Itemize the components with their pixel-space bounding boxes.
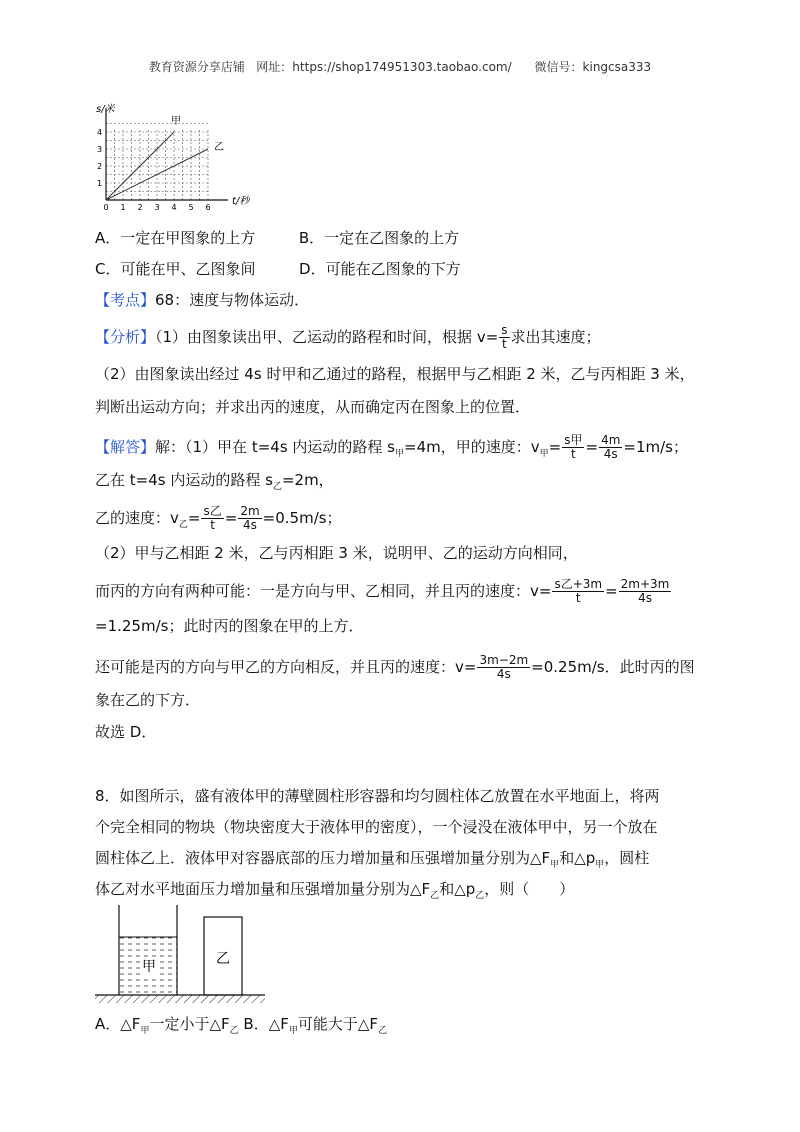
- fenxi-tag: 【分析】: [95, 328, 156, 346]
- jieda-text: 还可能是丙的方向与甲乙的方向相反，并且丙的速度：v=: [95, 658, 477, 676]
- equals: =: [548, 438, 562, 456]
- y-tick-label: 2: [97, 162, 103, 171]
- fenxi-line-3: 判断出运动方向；并求出丙的速度，从而确定丙在图象上的位置．: [95, 398, 531, 416]
- fraction: [619, 578, 672, 605]
- option-a: A．一定在甲图象的上方: [95, 229, 256, 247]
- frac-num: s甲: [564, 433, 583, 447]
- q8-text: ，则（ ）: [484, 880, 575, 898]
- jieda-line-8: 象在乙的下方．: [95, 691, 201, 709]
- option-a-text: 一定小于△F: [149, 1015, 230, 1033]
- fraction: [201, 505, 223, 532]
- q8-line-4: [95, 879, 574, 906]
- jieda-line-3: [95, 505, 342, 535]
- jieda-text: =0.25m/s．此时丙的图: [531, 658, 695, 676]
- jieda-line-6: =1.25m/s；此时丙的图象在甲的上方．: [95, 617, 364, 635]
- q8-line-2: 个完全相同的物块（物块密度大于液体甲的密度），一个浸没在液体甲中，另一个放在: [95, 818, 658, 836]
- subscript: 甲: [539, 449, 549, 459]
- frac-den: t: [575, 591, 581, 605]
- frac-den: t: [210, 518, 215, 532]
- q8-line-3: [95, 848, 649, 875]
- jieda-line-9: 故选 D．: [95, 723, 157, 741]
- subscript: 乙: [430, 891, 440, 901]
- q8-options: [95, 1014, 387, 1041]
- x-tick-label: 0: [103, 203, 109, 212]
- kaodian-line: [95, 290, 309, 310]
- subscript: 甲: [288, 1026, 298, 1036]
- frac-num: s乙: [203, 504, 222, 518]
- jieda-text: 乙在 t=4s 内运动的路程 s: [95, 471, 273, 489]
- x-tick-label: 3: [154, 203, 160, 212]
- wechat-id: 微信号：kingcsa333: [534, 60, 652, 74]
- q8-text: 体乙对水平地面压力增加量和压强增加量分别为△F: [95, 880, 431, 898]
- frac-den: 4s: [243, 518, 257, 532]
- option-row-1: [95, 228, 459, 248]
- jieda-text: =4m，甲的速度：v: [404, 438, 540, 456]
- kaodian-tag: 【考点】: [95, 291, 156, 309]
- line-yi: [106, 149, 208, 200]
- y-axis-label: s/米: [96, 104, 115, 115]
- subscript: 乙: [378, 1026, 388, 1036]
- option-a: A．△F: [95, 1015, 141, 1033]
- subscript: 甲: [140, 1026, 150, 1036]
- jieda-text: =0.5m/s；: [262, 509, 342, 527]
- fraction: [238, 505, 261, 532]
- jieda-line-2: [95, 470, 334, 497]
- q8-text: ，圆柱: [604, 849, 650, 867]
- option-b: B．一定在乙图象的上方: [298, 229, 460, 247]
- frac-num: s: [501, 323, 508, 337]
- y-tick-label: 1: [97, 179, 103, 188]
- fenxi-text-1b: 求出其速度；: [510, 328, 601, 346]
- st-graph: [92, 100, 292, 215]
- y-tick-label: 4: [97, 128, 103, 137]
- fig-label-yi: 乙: [216, 951, 230, 967]
- subscript: 乙: [475, 891, 485, 901]
- frac-den: 4s: [496, 667, 511, 681]
- frac-num: 2m+3m: [620, 577, 670, 591]
- option-c: C．可能在甲、乙图象间: [95, 260, 256, 278]
- q8-text: 和△p: [439, 880, 476, 898]
- fraction: [599, 434, 622, 461]
- shop-url: 网址：https://shop174951303.taobao.com/: [256, 60, 512, 74]
- subscript: 甲: [395, 449, 405, 459]
- frac-num: 3m−2m: [479, 653, 529, 667]
- subscript: 乙: [229, 1026, 239, 1036]
- x-tick-label: 4: [171, 203, 177, 212]
- jieda-tag: 【解答】: [95, 438, 156, 456]
- jieda-line-1: [95, 434, 688, 464]
- x-axis-label: t/秒: [232, 196, 250, 207]
- frac-den: 4s: [603, 447, 618, 461]
- frac-num: 4m: [601, 433, 621, 447]
- y-tick-label: 3: [97, 145, 103, 154]
- page-header: [0, 58, 800, 75]
- frac-den: t: [570, 447, 576, 461]
- fraction: [477, 654, 530, 681]
- jieda-text: 解：（1）甲在 t=4s 内运动的路程 s: [155, 438, 395, 456]
- jieda-line-5: [95, 578, 672, 605]
- x-tick-label: 2: [137, 203, 143, 212]
- jieda-line-7: [95, 654, 695, 681]
- equals: =: [585, 438, 599, 456]
- frac-den: t: [502, 337, 507, 351]
- option-b-text: 可能大于△F: [297, 1015, 379, 1033]
- x-tick-label: 5: [188, 203, 194, 212]
- q8-line-1: 8．如图所示，盛有液体甲的薄壁圆柱形容器和均匀圆柱体乙放置在水平地面上，将两: [95, 787, 660, 805]
- x-tick-label: 6: [205, 203, 211, 212]
- jieda-text: 乙的速度：v: [95, 509, 179, 527]
- fraction: [552, 578, 604, 605]
- container-figure: [95, 905, 265, 1010]
- option-b: B．△F: [238, 1015, 289, 1033]
- subscript: 甲: [550, 860, 560, 870]
- fenxi-text-1: （1）由图象读出甲、乙运动的路程和时间，根据 v=: [155, 328, 499, 346]
- x-tick-label: 1: [120, 203, 126, 212]
- subscript: 甲: [595, 860, 605, 870]
- frac-num: 2m: [240, 504, 260, 518]
- q8-text: 和△p: [559, 849, 596, 867]
- kaodian-text: 68：速度与物体运动．: [155, 291, 310, 309]
- q8-text: 圆柱体乙上．液体甲对容器底部的压力增加量和压强增加量分别为△F: [95, 849, 551, 867]
- label-yi: 乙: [214, 142, 224, 153]
- frac-num: s乙+3m: [554, 577, 603, 591]
- ground-hatch: [95, 995, 265, 1003]
- equals: =: [224, 509, 238, 527]
- subscript: 乙: [178, 520, 188, 530]
- fraction: [562, 434, 584, 461]
- fraction-s-over-t: [499, 324, 509, 351]
- option-row-2: [95, 259, 461, 279]
- shop-name: 教育资源分享店铺: [148, 60, 245, 74]
- frac-den: 4s: [638, 591, 652, 605]
- equals: =: [605, 582, 618, 600]
- graph-grid: [106, 124, 208, 201]
- jieda-text: =2m，: [281, 471, 334, 489]
- jieda-line-4: （2）甲与乙相距 2 米，乙与丙相距 3 米，说明甲、乙的运动方向相同，: [95, 544, 578, 562]
- jieda-text: =1m/s；: [623, 438, 688, 456]
- fig-label-jia: 甲: [142, 959, 156, 975]
- jieda-text: 而丙的方向有两种可能：一是方向与甲、乙相同，并且丙的速度：v=: [95, 582, 552, 600]
- fenxi-line-1: [95, 324, 601, 351]
- label-jia: 甲: [171, 116, 181, 127]
- option-d: D．可能在乙图象的下方: [299, 260, 461, 278]
- fenxi-line-2: （2）由图象读出经过 4s 时甲和乙通过的路程，根据甲与乙相距 2 米，乙与丙相距 3 米，: [95, 365, 695, 383]
- equals: =: [187, 509, 201, 527]
- subscript: 乙: [272, 482, 282, 492]
